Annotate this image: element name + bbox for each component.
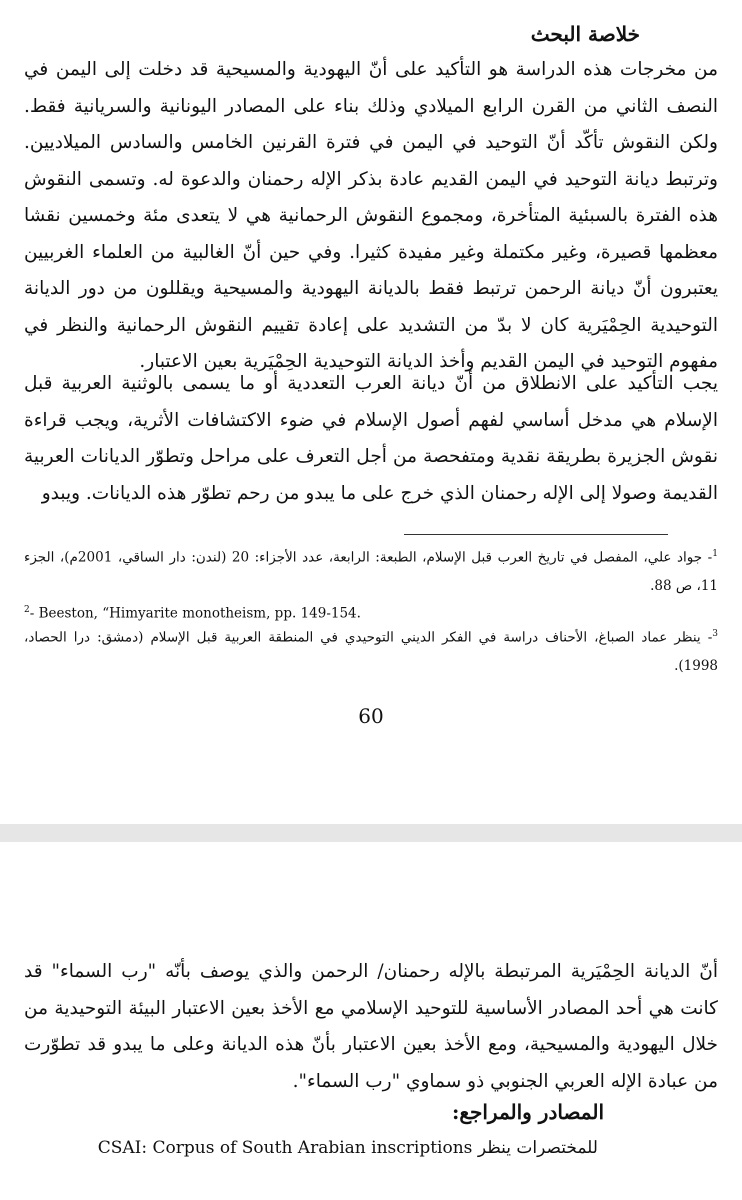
page-separator <box>0 824 742 842</box>
footnote-text: - ينظر عماد الصباغ، الأحناف دراسة في الفكر الديني التوحيدي في المنطقة العربية قبل الإسلام (دمشق: درا الحصاد، 1998). <box>24 629 718 674</box>
footnote-text: - جواد علي، المفصل في تاريخ العرب قبل الإسلام، الطبعة: الرابعة، عدد الأجزاء: 20 (لندن: دار الساقي، 2001م)، الجزء 11، ص 88. <box>24 549 718 594</box>
footnote-marker: 1 <box>712 549 718 559</box>
references-abbreviations-line <box>98 1138 598 1158</box>
page-number: 60 <box>358 704 384 728</box>
section-heading: خلاصة البحث <box>530 22 640 46</box>
document-page-bottom <box>0 842 742 1200</box>
abbreviations-intro: للمختصرات ينظر <box>477 1138 598 1158</box>
footnote-text: - Beeston, “Himyarite monotheism, pp. 149-154. <box>29 605 361 622</box>
footnote-marker: 3 <box>712 629 718 639</box>
summary-paragraph-2: يجب التأكيد على الانطلاق من أنّ ديانة العرب التعددية أو ما يسمى بالوثنية العربية قبل الإسلام هي مدخل أساسي لفهم أصول الإسلام في ضوء الاكتشافات الأثرية، ويجب قراءة نقوش الجزيرة بطريقة نقدية ومتفحصة من أجل التعرف على مراحل وتطوّر الديانات العربية القديمة وصولا إلى الإله رحمنان الذي خرج على ما يبدو من رحم تطوّر هذه الديانات. ويبدو <box>24 373 718 504</box>
footnote-1 <box>24 540 718 600</box>
references-heading: المصادر والمراجع: <box>451 1100 604 1124</box>
footnote-divider <box>404 534 668 535</box>
footnote-marker: 2 <box>24 605 30 615</box>
summary-paragraph-1: من مخرجات هذه الدراسة هو التأكيد على أنّ اليهودية والمسيحية قد دخلت إلى اليمن في النصف الثاني من القرن الرابع الميلادي وذلك بناء على المصادر اليونانية والسريانية فقط. ولكن النقوش تأكّد أنّ التوحيد في اليمن في فترة القرنين الخامس والسادس الميلاديين. وترتبط ديانة التوحيد في اليمن القديم عادة بذكر الإله رحمنان والدعوة له. وتسمى النقوش هذه الفترة بالسبئية المتأخرة، ومجموع النقوش الرحمانية هي لا يتعدى مئة وخمسين نقشا معظمها قصيرة، وغير مكتملة وغير مفيدة كثيرا. وفي حين أنّ الغالبية من العلماء الغربيين يعتبرون أنّ ديانة الرحمن ترتبط فقط بالديانة اليهودية والمسيحية ويقللون من دور الديانة التوحيدية الحِمْيَرية كان لا بدّ من التشديد على إعادة تقييم النقوش الرحمانية والنظر في مفهوم التوحيد في اليمن القديم وأخذ الديانة التوحيدية الحِمْيَرية بعين الاعتبار. <box>24 59 718 372</box>
footnote-3 <box>24 620 718 680</box>
abbreviation-entry: CSAI: Corpus of South Arabian inscriptions <box>97 1138 473 1158</box>
conclusion-paragraph: أنّ الديانة الحِمْيَرية المرتبطة بالإله رحمنان/ الرحمن والذي يوصف بأنّه "رب السماء" قد كانت هي أحد المصادر الأساسية للتوحيد الإسلامي مع الأخذ بعين الاعتبار البيئة التوحيدية من خلال اليهودية والمسيحية، ومع الأخذ بعين الاعتبار بأنّ هذه الديانة وعلى ما يبدو قد تطوّرت من عبادة الإله العربي الجنوبي ذو سماوي "رب السماء". <box>24 961 718 1092</box>
